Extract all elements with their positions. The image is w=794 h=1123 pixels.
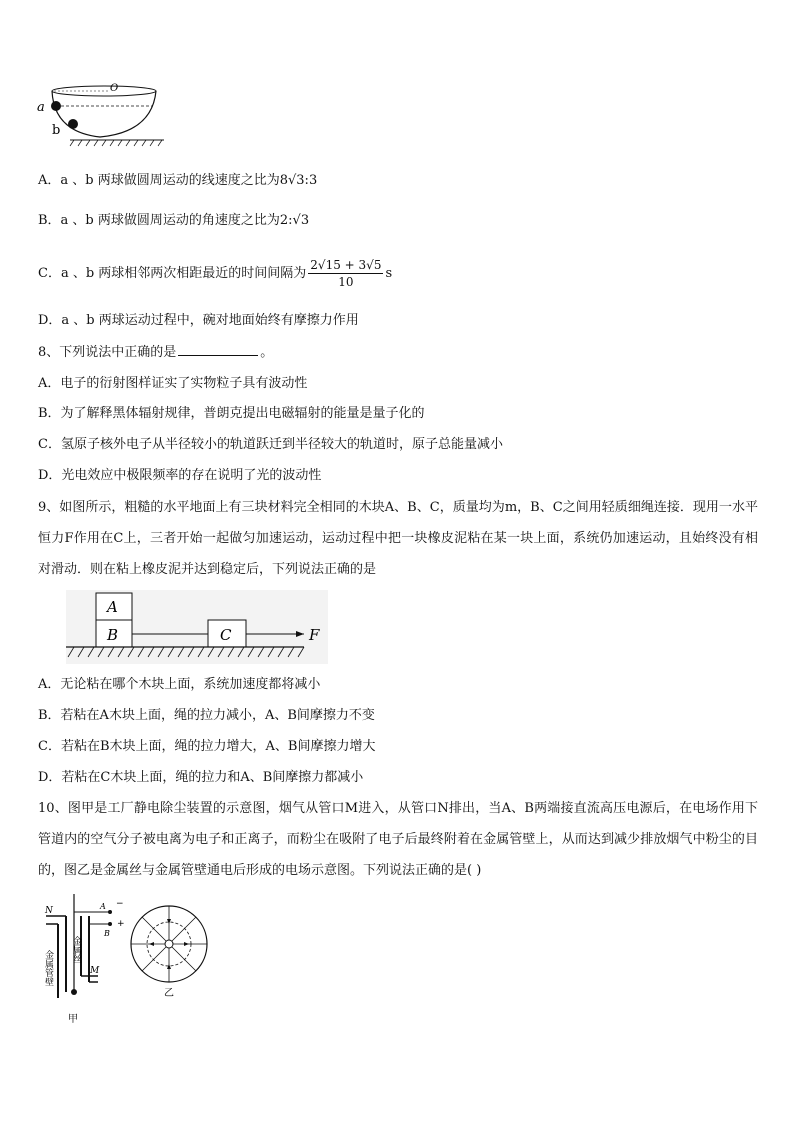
q7-option-a-math: 8√3:3 (279, 173, 318, 188)
q8-option-d: D．光电效应中极限频率的存在说明了光的波动性 (38, 468, 322, 483)
q8-stem: 8、下列说法中正确的是 。 (38, 345, 274, 360)
label-a: A (100, 902, 106, 911)
label-m: M (90, 966, 100, 976)
bowl-label-b: b (52, 123, 61, 138)
q7-option-d: D．a 、b 两球运动过程中，碗对地面始终有摩擦力作用 (38, 313, 359, 328)
q9-option-b: B．若粘在A木块上面，绳的拉力减小，A、B间摩擦力不变 (38, 708, 375, 723)
label-wall: 金属管壁 (43, 950, 53, 986)
q7-option-b: B．a 、b 两球做圆周运动的角速度之比为2:√3 (38, 213, 310, 228)
q9-stem: 9、如图所示，粗糙的水平地面上有三块材料完全相同的木块A、B、C，质量均为m，B、C之间用轻质细绳连接．现用一水平恒力F作用在C上，三者开始一起做匀加速运动，运动过程中把一块橡皮泥粘在某一块上面，系统仍加速运动，且始终没有相对滑动．则在粘上橡皮泥并达到稳定后，下列说法正确的是 (38, 500, 758, 577)
q8-option-c: C．氢原子核外电子从半径较小的轨道跃迁到半径较大的轨道时，原子总能量减小 (38, 437, 503, 452)
label-jia: 甲 (68, 1014, 78, 1025)
blocks-figure (66, 590, 328, 664)
q7-option-c-fraction: $\frac{2√15 + 3√5}{10}$ (310, 258, 382, 289)
label-wire: 金属丝 (71, 936, 81, 963)
q7-option-c: C．a 、b 两球相邻两次相距最近的时间间隔为 $\frac{2√15 + 3√5}{10}$ s (38, 258, 393, 289)
q8-option-a: A．电子的衍射图样证实了实物粒子具有波动性 (38, 376, 308, 391)
block-b-label: B (107, 626, 119, 644)
block-c-label: C (220, 626, 232, 644)
q7-option-b-math: 2:√3 (279, 213, 310, 228)
bowl-label-a: a (37, 100, 45, 115)
q9-option-c: C．若粘在B木块上面，绳的拉力增大，A、B间摩擦力增大 (38, 739, 376, 754)
label-plus: + (117, 919, 125, 929)
block-a-label: A (107, 598, 118, 616)
label-minus: − (116, 899, 124, 909)
label-n: N (45, 906, 53, 916)
q8-option-b: B．为了解释黑体辐射规律，普朗克提出电磁辐射的能量是量子化的 (38, 406, 425, 421)
label-b: B (104, 929, 110, 938)
q8-answer-blank[interactable] (178, 343, 258, 356)
bowl-figure (34, 80, 164, 152)
q9-option-d: D．若粘在C木块上面，绳的拉力和A、B间摩擦力都减小 (38, 770, 364, 785)
force-f-label: F (309, 626, 320, 644)
dust-removal-figure (38, 894, 218, 1026)
bowl-label-o: O (110, 83, 119, 94)
label-yi: 乙 (164, 988, 174, 999)
q10-stem: 10、图甲是工厂静电除尘装置的示意图，烟气从管口M进入，从管口N排出，当A、B两端接直流高压电源后，在电场作用下管道内的空气分子被电离为电子和正离子，而粉尘在吸附了电子后最终附着在金属管壁上，从而达到减少排放烟气中粉尘的目的，图乙是金属丝与金属管壁通电后形成的电场示意图。下列说法正确的是( ) (38, 801, 758, 878)
q7-option-a: A．a 、b 两球做圆周运动的线速度之比为8√3:3 (38, 173, 318, 188)
q9-option-a: A．无论粘在哪个木块上面，系统加速度都将减小 (38, 677, 321, 692)
